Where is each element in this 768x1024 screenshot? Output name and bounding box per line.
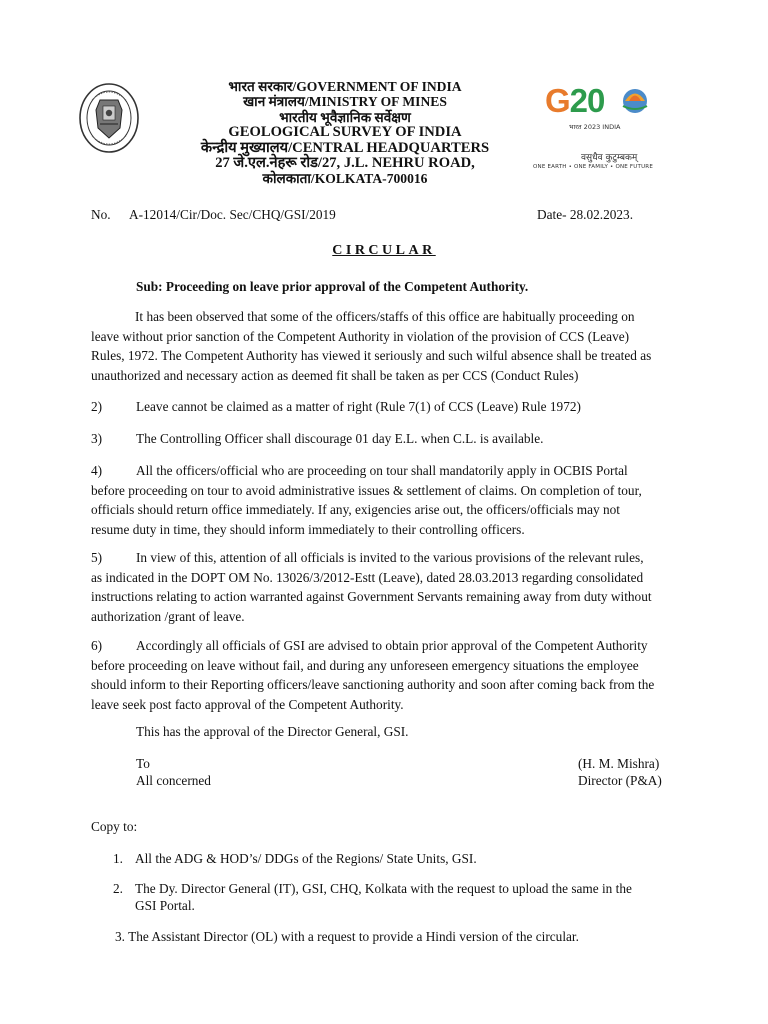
copy-item-number: 3. — [115, 929, 125, 944]
point-text: as indicated in the DOPT OM No. 13026/3/2012-Estt (Leave), dated 28.03.2013 regarding consolidated — [91, 569, 644, 585]
point-6 — [91, 636, 677, 714]
g20-logo — [533, 80, 655, 175]
header-line-ministry: खान मंत्रालय/MINISTRY OF MINES — [243, 94, 447, 110]
signatory-name: (H. M. Mishra) — [578, 756, 660, 771]
point-4 — [91, 461, 677, 539]
gsi-emblem-logo — [78, 80, 140, 156]
point-text: should inform to their Reporting officers/leave sanctioning authority and soon after coming back from the — [91, 677, 655, 692]
header-line-city: कोलकाता/KOLKATA-700016 — [262, 171, 428, 187]
subject-line: Sub: Proceeding on leave prior approval of the Competent Authority. — [136, 279, 529, 294]
point-text: Leave cannot be claimed as a matter of right (Rule 7(1) of CCS (Leave) Rule 1972) — [136, 399, 581, 414]
copy-to-label: Copy to: — [91, 819, 138, 834]
reference-label: No. — [91, 207, 111, 222]
point-number: 6) — [91, 638, 103, 653]
header-line-government: भारत सरकार/GOVERNMENT OF INDIA — [228, 79, 462, 94]
copy-item-1 — [113, 850, 677, 867]
para1-line: It has been observed that some of the officers/staffs of this office are habitually proceeding on — [135, 309, 635, 324]
point-text: In view of this, attention of all officials is invited to the various provisions of the relevant rules, — [136, 550, 644, 565]
point-text: instructions relating to action warranted against Government Servants remaining away from duty without — [91, 589, 652, 604]
point-text: The Controlling Officer shall discourage 01 day E.L. when C.L. is available. — [136, 431, 544, 446]
reference-value: A-12014/Cir/Doc. Sec/CHQ/GSI/2019 — [129, 207, 336, 222]
circular-date: Date- 28.02.2023. — [537, 207, 634, 222]
g20-tagline-india: भारत 2023 INDIA — [569, 123, 621, 131]
point-text: resume duty in time, they should inform immediately to their controlling officers. — [91, 521, 525, 537]
to-label: To — [136, 756, 150, 771]
document-title: CIRCULAR — [332, 243, 436, 258]
g20-wordmark: G20 — [545, 82, 605, 119]
header-line-hindi-gsi: भारतीय भूवैज्ञानिक सर्वेक्षण — [279, 109, 411, 125]
point-text: officials should return office immediately. If any, exigencies arise out, the officers/officials may not — [91, 502, 620, 517]
copy-item-number: 1. — [113, 851, 123, 866]
point-text: leave seek post facto approval of the Competent Authority. — [91, 696, 404, 712]
header-line-gsi: GEOLOGICAL SURVEY OF INDIA — [228, 124, 462, 141]
addressee-text: All concerned — [136, 772, 211, 788]
point-3 — [91, 429, 677, 449]
signatory-block — [578, 756, 662, 789]
copy-item-text: All the ADG & HOD’s/ DDGs of the Regions/ State Units, GSI. — [135, 851, 477, 866]
header-line-chq: केन्द्रीय मुख्यालय/CENTRAL HEADQUARTERS — [200, 139, 490, 156]
paragraph-1 — [91, 307, 677, 385]
approval-note: This has the approval of the Director General, GSI. — [136, 724, 409, 739]
copy-item-text: The Assistant Director (OL) with a request to provide a Hindi version of the circular. — [128, 929, 579, 944]
g20-motto-hindi: वसुधैव कुटुम्बकम् — [581, 153, 638, 163]
copy-item-text: The Dy. Director General (IT), GSI, CHQ, Kolkata with the request to upload the same in the — [135, 881, 632, 896]
lotus-globe-icon — [619, 84, 651, 116]
copy-item-2 — [113, 880, 677, 914]
header-line-address: 27 जे.एल.नेहरू रोड/27, J.L. NEHRU ROAD, — [215, 155, 475, 172]
point-number: 3) — [91, 431, 103, 446]
para1-line: leave without prior sanction of the Competent Authority in violation of the provision of CCS (Leave) — [91, 328, 630, 344]
signatory-designation: Director (P&A) — [578, 772, 662, 788]
point-text: before proceeding on tour to avoid administrative issues & settlement of claims. On completion of tour, — [91, 482, 642, 498]
office-header — [170, 79, 520, 187]
point-5 — [91, 548, 677, 626]
point-text: authorization /grant of leave. — [91, 608, 245, 624]
point-text: Accordingly all officials of GSI are advised to obtain prior approval of the Competent Authority — [136, 638, 648, 653]
addressee-block — [136, 756, 211, 789]
point-number: 5) — [91, 550, 103, 565]
point-number: 4) — [91, 463, 103, 478]
copy-item-text: GSI Portal. — [135, 898, 195, 913]
g20-motto-english: ONE EARTH • ONE FAMILY • ONE FUTURE — [533, 164, 653, 170]
point-text: before proceeding on leave without fail, and during any unforeseen emergency situations the employee — [91, 657, 639, 673]
reference-number — [91, 207, 336, 223]
para1-line: unauthorized and necessary action as deemed fit shall be taken as per CCS (Conduct Rules) — [91, 367, 579, 383]
point-text: All the officers/official who are proceeding on tour shall mandatorily apply in OCBIS Portal — [136, 463, 628, 478]
point-2 — [91, 397, 677, 417]
point-number: 2) — [91, 399, 103, 414]
copy-item-3 — [115, 928, 679, 945]
para1-line: Rules, 1972. The Competent Authority has viewed it seriously and such wilful absence shall be treated as — [91, 348, 652, 363]
copy-item-number: 2. — [113, 881, 123, 896]
